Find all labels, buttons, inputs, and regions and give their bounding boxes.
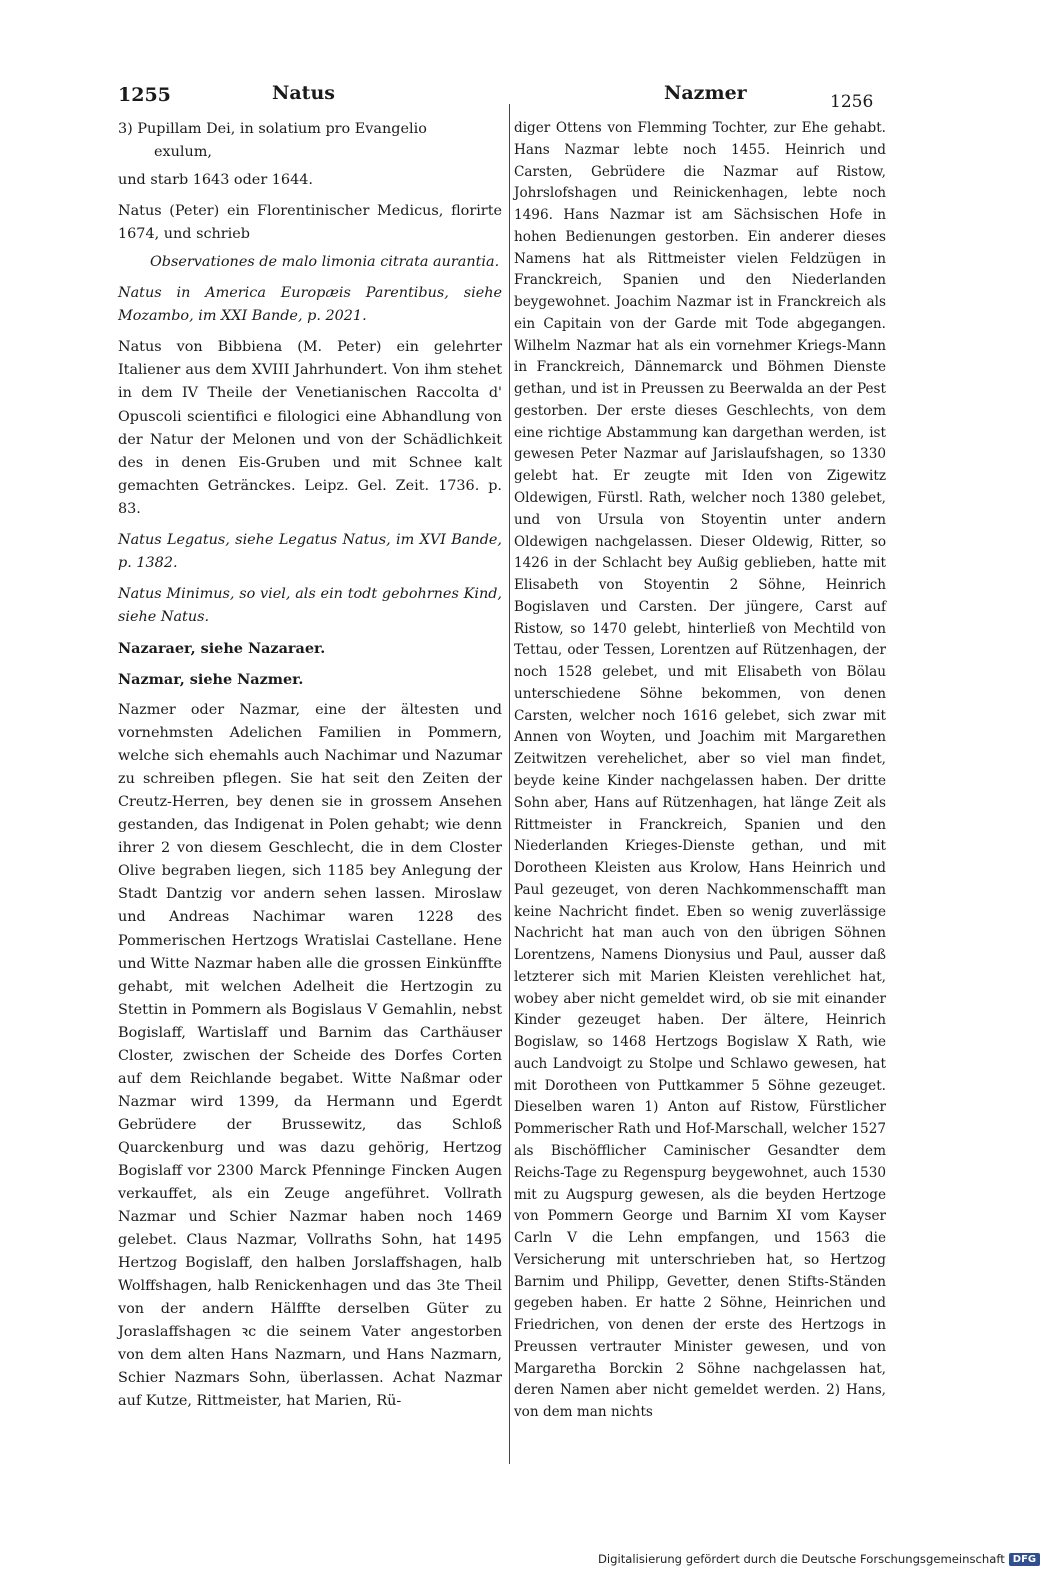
- text-paragraph: Natus in America Europæis Parentibus, siehe Mozambo, im XXI Bande, p. 2021.: [118, 285, 502, 325]
- text-paragraph: Observationes de malo limonia citrata aurantia.: [150, 254, 500, 271]
- text-paragraph: Natus Minimus, so viel, als ein todt gebohrnes Kind, siehe Natus.: [118, 585, 502, 625]
- running-title-right: Nazmer: [664, 82, 747, 104]
- text-paragraph: Natus von Bibbiena (M. Peter) ein gelehrter Italiener aus dem XVIII Jahrhundert. Von ihm stehet in dem IV Theile der Venetianischen Raccolta d' Opuscoli scientifici e filologici eine Abhandlung von der Natur der Melonen und von der Schädlichkeit des in denen Eis-Gruben und mit Schnee kalt gemachten Getränckes. Leipz. Gel. Zeit. 1736. p. 83.: [118, 339, 502, 517]
- paragraph-gap: [118, 629, 502, 637]
- text-paragraph: Natus (Peter) ein Florentinischer Medicus, florirte 1674, und schrieb: [118, 203, 502, 243]
- text-paragraph: Nazaraer, siehe Nazaraer.: [118, 639, 326, 657]
- footer: [598, 1551, 1037, 1567]
- list-item-text: 3) Pupillam Dei, in solatium pro Evangelio: [118, 121, 427, 137]
- text-paragraph: [118, 118, 502, 164]
- dfg-logo: DFG: [1009, 1553, 1040, 1566]
- list-item-continuation: exulum,: [154, 144, 212, 161]
- text-paragraph: diger Ottens von Flemming Tochter, zur Ehe gehabt. Hans Nazmar lebte noch 1455. Heinrich und Carsten, Gebrüdere die Nazmar auf Ristow, Johrslofshagen und Reinickenhagen, lebte noch 1496. Hans Nazmar ist am Sächsischen Hofe in hohen Bedienungen gestorben. Ein anderer dieses Namens hat als Rittmeister vielen Feldzügen in Franckreich, Spanien und den Niederlanden beygewohnet. Joachim Nazmar ist in Franckreich als ein Capitain von der Garde mit Tode abgegangen. Wilhelm Nazmar hat als ein vornehmer Kriegs-Mann in Franckreich, Dännemarck und Böhmen Dienste gethan, und ist in Preussen zu Beerwalda an der Pest gestorben. Der erste dieses Geschlechts, von dem eine richtige Abstammung kan dargethan werden, ist gewesen Peter Nazmar auf Jarislaufshagen, so 1330 gelebt hat. Er zeugte mit Iden von Zigewitz Oldewigen, Fürstl. Rath, welcher noch 1380 gelebet, und von Ursula von Stoyentin unter andern Oldewigen nachgelassen. Dieser Oldewig, Ritter, so 1426 in der Schlacht bey Außig geblieben, hatte mit Elisabeth von Stoyentin 2 Söhne, Heinrich Bogislaven und Carsten. Der jüngere, Carst auf Ristow, so 1470 gelebt, hinterließ von Mechtild von Tettau, oder Tessen, Lorentzen auf Rützenhagen, der noch 1528 gelebet, und mit Elisabeth von Bölau unterschiedene Söhne bekommen, von denen Carsten, welcher noch 1616 gelebet, sich zwar mit Annen von Woyten, und Joachim mit Margarethen Zeitwitzen verehelichet, aber so viel man findet, beyde keine Kinder nachgelassen haben. Der dritte Sohn aber, Hans auf Rützenhagen, hat länge Zeit als Rittmeister in Franckreich, Spanien und den Niederlanden Krieges-Dienste gethan, und mit Dorotheen Kleisten aus Krolow, Hans Heinrich und Paul gezeuget, von deren Nachkommenschafft man keine Nachricht findet. Eben so wenig zuverlässige Nachricht hat man auch von den übrigen Söhnen Lorentzens, Namens Dionysius und Paul, ausser daß letzterer sich mit Marien Kleisten verehlichet hat, wobey aber nicht gemeldet wird, ob sie mit einander Kinder gezeuget haben. Der ältere, Heinrich Bogislaw, so 1468 Hertzogs Bogislaw X Rath, wie auch Landvoigt zu Stolpe und Schlawo gewesen, hat mit Dorotheen von Puttkammer 5 Söhne gezeuget. Dieselben waren 1) Anton auf Ristow, Fürstlicher Pommerischer Rath und Hof-Marschall, welcher 1527 als Bischöfflicher Caminischer Gesandter dem Reichs-Tage zu Regenspurg beygewohnet, auch 1530 mit zu Augspurg gewesen, als die beyden Hertzoge von Pommern George und Barnim XI vom Kayser Carln V die Lehn empfangen, und 1563 die Versicherung mit unterschrieben hat, so Hertzog Barnim und Philipp, Gevetter, denen Stifts-Ständen gegeben haben. Er hatte 2 Söhne, Heinrichen und Friedrichen, von denen der erste des Hertzogs in Preussen vertrauter Minister gewesen, und von Margaretha Borckin 2 Söhne nachgelassen hat, deren Namen aber nicht gemeldet werden. 2) Hans, von dem man nichts: [514, 120, 886, 1421]
- text-paragraph: Natus Legatus, siehe Legatus Natus, im XVI Bande, p. 1382.: [118, 531, 502, 571]
- paragraph-gap: [118, 274, 502, 282]
- paragraph-gap: [118, 328, 502, 336]
- running-title-left: Natus: [272, 82, 335, 104]
- paragraph-gap: [118, 575, 502, 583]
- right-column: [514, 118, 886, 1424]
- left-column: [118, 118, 502, 1413]
- column-divider: [509, 104, 510, 1464]
- paragraph-gap: [118, 521, 502, 529]
- text-paragraph: Nazmer oder Nazmar, eine der ältesten und vornehmsten Adelichen Familien in Pommern, welche sich ehemahls auch Nachimar und Nazumar zu schreiben pflegen. Sie hat seit den Zeiten der Creutz-Herren, bey denen sie in grossem Ansehen gestanden, das Indigenat in Polen gehabt; wie denn ihrer 2 von diesem Geschlecht, die in dem Closter Olive begraben liegen, sich 1185 bey Anlegung der Stadt Dantzig vor andern sehen lassen. Miroslaw und Andreas Nachimar waren 1228 des Pommerischen Hertzogs Wratislai Castellane. Hene und Witte Nazmar haben alle die grossen Einkünffte gehabt, mit welchen Adelheit die Hertzogin zu Stettin in Pommern als Bogislaus V Gemahlin, nebst Bogislaff, Wartislaff und Barnim das Carthäuser Closter, zwischen der Scheide des Dorfes Corten auf dem Reichlande begabet. Witte Naßmar oder Nazmar wird 1399, da Hermann und Egerdt Gebrüdere der Brussewitz, das Schloß Quarckenburg und was dazu gehörig, Hertzog Bogislaff vor 2300 Marck Pfenninge Fincken Augen verkauffet, als ein Zeuge angeführet. Vollrath Nazmar und Schier Nazmar haben noch 1469 gelebet. Claus Nazmar, Vollraths Sohn, hat 1495 Hertzog Bogislaff, den halben Jorslaffshagen, halb Wolffshagen, halb Renickenhagen und das 3te Theil von der andern Hälffte derselben Güter zu Joraslaffshagen ꝛc die seinem Vater angestorben von dem alten Hans Nazmarn, und Hans Nazmarn, Schier Nazmars Sohn, überlassen. Achat Nazmar auf Kutze, Rittmeister, hat Marien, Rü-: [118, 702, 502, 1410]
- paragraph-gap: [118, 691, 502, 699]
- text-paragraph: und starb 1643 oder 1644.: [118, 172, 313, 189]
- text-paragraph: Nazmar, siehe Nazmer.: [118, 670, 304, 688]
- footer-credit: Digitalisierung gefördert durch die Deutsche Forschungsgemeinschaft: [598, 1552, 1005, 1566]
- paragraph-gap: [118, 660, 502, 668]
- paragraph-gap: [118, 192, 502, 200]
- page-number-right: 1256: [830, 92, 874, 112]
- page-number-left: 1255: [118, 84, 171, 106]
